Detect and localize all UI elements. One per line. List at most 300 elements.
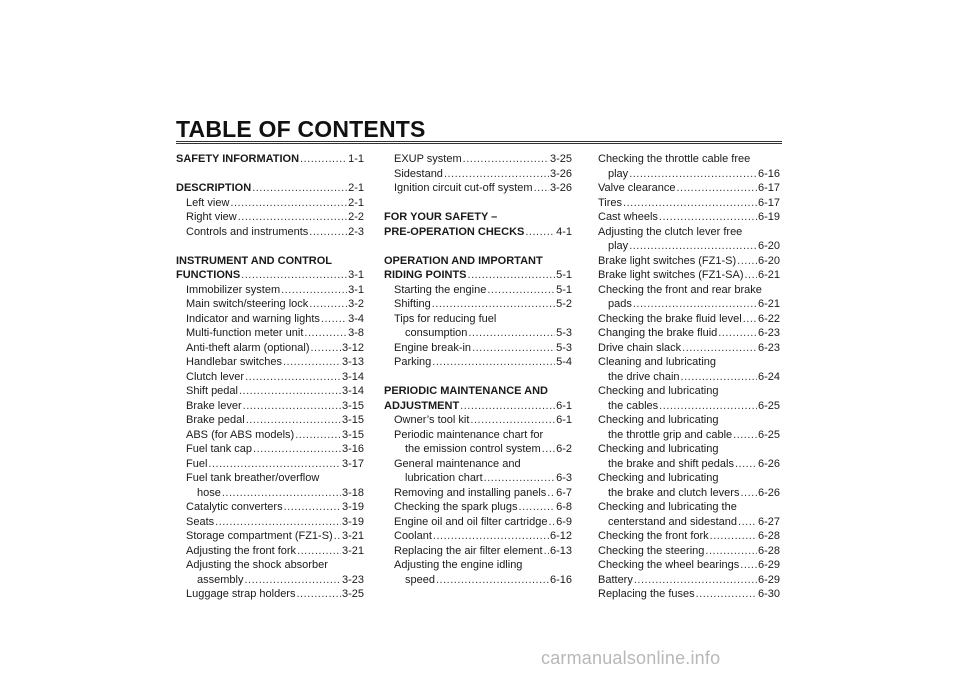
toc-entry-title: Valve clearance <box>598 182 676 194</box>
toc-entry[interactable] <box>598 486 780 501</box>
toc-entry-title: the brake and shift pedals <box>608 457 734 470</box>
toc-entry-title: ABS (for ABS models) <box>186 428 295 441</box>
toc-page-number: 3-25 <box>341 588 364 600</box>
toc-page-number: 3-21 <box>341 544 364 557</box>
toc-entry-line: Checking and lubricating <box>598 472 719 484</box>
toc-page-number: 2-1 <box>348 182 364 194</box>
toc-entry[interactable] <box>176 428 364 443</box>
toc-entry-title: Battery <box>598 573 633 586</box>
toc-dot-leader <box>740 558 757 573</box>
toc-entry[interactable] <box>384 341 572 356</box>
toc-page-number: 3-15 <box>341 414 364 426</box>
toc-entry-title: Seats <box>186 515 215 528</box>
toc-page-number: 2-1 <box>348 196 364 209</box>
toc-section-entry[interactable] <box>176 268 364 283</box>
toc-page-number: 3-13 <box>341 356 364 368</box>
toc-dot-leader <box>743 312 757 327</box>
toc-entry-line: Periodic maintenance chart for <box>394 428 544 441</box>
toc-page-number: 5-4 <box>556 356 572 368</box>
toc-dot-leader <box>629 167 757 182</box>
toc-entry-title: hose <box>197 486 221 499</box>
toc-entry[interactable] <box>176 529 364 544</box>
toc-entry[interactable] <box>176 384 364 399</box>
toc-page-number: 3-8 <box>348 327 364 339</box>
toc-entry-line: Tips for reducing fuel <box>394 312 497 325</box>
toc-entry-line: Checking and lubricating <box>598 443 719 455</box>
toc-page-number: 5-3 <box>556 327 572 339</box>
toc-dot-leader <box>519 500 556 515</box>
toc-entry-line: Adjusting the engine idling <box>394 559 523 571</box>
toc-page-number: 6-24 <box>757 370 780 383</box>
toc-page-number: 3-2 <box>348 298 364 310</box>
toc-page-number: 6-21 <box>757 269 780 281</box>
toc-entry[interactable] <box>176 326 364 341</box>
toc-page-number: 3-15 <box>341 428 364 441</box>
toc-dot-leader <box>230 196 347 211</box>
toc-dot-leader <box>304 326 347 341</box>
toc-page-number: 3-18 <box>341 486 364 499</box>
toc-page-number: 6-22 <box>757 312 780 325</box>
toc-spacer <box>176 167 364 182</box>
toc-dot-leader <box>208 457 341 472</box>
toc-dot-leader <box>468 326 555 341</box>
toc-page-number: 6-17 <box>757 182 780 194</box>
toc-entry[interactable] <box>176 515 364 530</box>
toc-dot-leader <box>629 239 757 254</box>
toc-page-number: 6-26 <box>757 486 780 499</box>
toc-page-number: 6-19 <box>757 211 780 223</box>
toc-entry-title: Left view <box>186 196 230 209</box>
toc-dot-leader <box>468 268 556 283</box>
toc-spacer <box>384 196 572 211</box>
toc-entry-title: Checking the steering <box>598 544 705 557</box>
toc-entry-title: Indicator and warning lights <box>186 312 320 325</box>
toc-page-number: 6-29 <box>757 573 780 586</box>
toc-entry[interactable] <box>384 471 572 486</box>
toc-dot-leader <box>744 268 756 283</box>
toc-page-number: 6-23 <box>757 341 780 354</box>
toc-dot-leader <box>472 341 555 356</box>
toc-dot-leader <box>681 370 757 385</box>
toc-entry[interactable] <box>598 529 780 544</box>
toc-entry-title: Brake lever <box>186 399 242 412</box>
toc-dot-leader <box>432 297 555 312</box>
toc-section-entry[interactable] <box>384 225 572 240</box>
toc-dot-leader <box>311 341 341 356</box>
toc-entry-title: Removing and installing panels <box>394 486 547 499</box>
toc-entry-title: Catalytic converters <box>186 501 283 513</box>
toc-entry-title: PRE-OPERATION CHECKS <box>384 225 525 238</box>
toc-entry[interactable] <box>598 196 780 211</box>
toc-entry-line: Checking and lubricating <box>598 414 719 426</box>
toc-dot-leader <box>444 167 549 182</box>
toc-entry-title: Cast wheels <box>598 211 658 223</box>
toc-dot-leader <box>281 283 347 298</box>
toc-page-number: 6-7 <box>556 486 572 499</box>
toc-entry[interactable] <box>384 413 572 428</box>
toc-section-heading-line: FOR YOUR SAFETY – <box>384 211 498 223</box>
toc-entry[interactable] <box>598 370 780 385</box>
toc-dot-leader <box>534 181 549 196</box>
toc-page-number: 6-20 <box>757 254 780 267</box>
toc-dot-leader <box>710 529 757 544</box>
toc-dot-leader <box>487 283 555 298</box>
toc-page-number: 6-28 <box>757 530 780 542</box>
toc-entry[interactable] <box>598 558 780 573</box>
toc-entry-title: Replacing the air filter element <box>394 544 543 557</box>
toc-page-number: 6-20 <box>757 240 780 252</box>
toc-entry-title: lubrication chart <box>405 472 483 484</box>
toc-entry[interactable] <box>176 225 364 240</box>
toc-dot-leader <box>634 573 757 588</box>
toc-spacer <box>176 239 364 254</box>
toc-entry-title: Brake light switches (FZ1-S) <box>598 254 737 267</box>
toc-dot-leader <box>659 399 757 414</box>
toc-entry[interactable] <box>598 181 780 196</box>
toc-entry-title: the cables <box>608 399 659 412</box>
toc-dot-leader <box>705 544 757 559</box>
toc-page-number: 5-1 <box>556 283 572 296</box>
toc-dot-leader <box>659 210 757 225</box>
watermark-text: carmanualsonline.info <box>541 648 721 668</box>
toc-entry-line: Adjusting the clutch lever free <box>598 225 743 238</box>
toc-spacer <box>384 239 572 254</box>
toc-entry-title: Changing the brake fluid <box>598 327 718 339</box>
toc-dot-leader <box>244 573 341 588</box>
toc-dot-leader <box>296 587 341 602</box>
toc-entry[interactable] <box>598 210 780 225</box>
toc-dot-leader <box>321 312 347 327</box>
toc-entry-title: Storage compartment (FZ1-S) <box>186 530 333 542</box>
toc-section-entry[interactable] <box>176 181 364 196</box>
toc-dot-leader <box>283 355 341 370</box>
toc-entry-line: Checking and lubricating the <box>598 501 737 513</box>
toc-page-number: 5-1 <box>556 269 572 281</box>
title-rule <box>176 141 782 144</box>
toc-dot-leader <box>433 529 549 544</box>
toc-entry-title: Engine break-in <box>394 341 472 354</box>
toc-dot-leader <box>484 471 555 486</box>
toc-entry[interactable] <box>598 544 780 559</box>
toc-entry[interactable] <box>176 210 364 225</box>
toc-entry-title: Coolant <box>394 530 432 542</box>
toc-entry[interactable] <box>176 457 364 472</box>
toc-entry[interactable] <box>384 515 572 530</box>
toc-page-number: 3-21 <box>341 530 364 542</box>
toc-dot-leader <box>245 370 341 385</box>
toc-page-number: 6-29 <box>757 559 780 571</box>
toc-page-number: 6-17 <box>757 196 780 209</box>
toc-dot-leader <box>633 297 757 312</box>
toc-page-number: 6-13 <box>549 544 572 557</box>
toc-entry-title: assembly <box>197 573 244 586</box>
toc-page-number: 3-14 <box>341 370 364 383</box>
toc-section-heading-line: INSTRUMENT AND CONTROL <box>176 254 333 267</box>
toc-entry-title: Adjusting the front fork <box>186 544 297 557</box>
toc-entry[interactable] <box>176 442 364 457</box>
toc-dot-leader <box>309 297 347 312</box>
toc-page-number: 3-15 <box>341 399 364 412</box>
toc-entry[interactable] <box>176 355 364 370</box>
toc-dot-leader <box>737 254 757 269</box>
toc-entry[interactable] <box>598 167 780 182</box>
toc-entry[interactable] <box>176 486 364 501</box>
toc-entry-title: DESCRIPTION <box>176 182 252 194</box>
toc-entry-title: Shift pedal <box>186 385 238 397</box>
toc-dot-leader <box>544 544 549 559</box>
toc-entry[interactable] <box>384 573 572 588</box>
toc-entry[interactable] <box>384 181 572 196</box>
toc-page-number: 6-21 <box>757 298 780 310</box>
toc-page-number: 4-1 <box>556 225 572 238</box>
toc-entry[interactable] <box>176 297 364 312</box>
toc-page-number: 6-12 <box>549 530 572 542</box>
toc-page-number: 6-27 <box>757 515 780 528</box>
toc-dot-leader <box>548 515 555 530</box>
toc-entry-title: EXUP system <box>394 153 462 165</box>
toc-entry-title: Right view <box>186 211 237 223</box>
toc-dot-leader <box>460 399 555 414</box>
toc-entry-line: General maintenance and <box>394 457 521 470</box>
toc-entry-title: Starting the engine <box>394 283 487 296</box>
toc-entry[interactable] <box>384 442 572 457</box>
toc-dot-leader <box>740 486 757 501</box>
toc-entry-title: SAFETY INFORMATION <box>176 153 300 165</box>
toc-entry-title: the emission control system <box>405 443 541 455</box>
toc-entry[interactable] <box>384 326 572 341</box>
toc-entry-title: Shifting <box>394 298 431 310</box>
toc-entry[interactable] <box>598 399 780 414</box>
toc-entry-line: Cleaning and lubricating <box>598 356 717 368</box>
toc-dot-leader <box>238 210 347 225</box>
toc-entry[interactable] <box>176 341 364 356</box>
toc-dot-leader <box>436 573 549 588</box>
toc-dot-leader <box>253 442 341 457</box>
toc-entry-line: Checking the throttle cable free <box>598 153 751 165</box>
toc-spacer <box>384 370 572 385</box>
toc-dot-leader <box>432 355 555 370</box>
toc-entry-line: Checking and lubricating <box>598 385 719 397</box>
toc-page-number: 3-23 <box>341 573 364 586</box>
toc-dot-leader <box>718 326 757 341</box>
toc-section-entry[interactable] <box>384 399 572 414</box>
toc-entry-title: Tires <box>598 196 623 209</box>
toc-entry-title: Sidestand <box>394 167 443 180</box>
page-title: TABLE OF CONTENTS <box>176 116 426 142</box>
toc-entry[interactable] <box>384 500 572 515</box>
toc-page-number: 2-2 <box>348 211 364 223</box>
toc-entry[interactable] <box>176 283 364 298</box>
toc-page-number: 3-19 <box>341 515 364 528</box>
toc-dot-leader <box>246 413 341 428</box>
toc-dot-leader <box>542 442 555 457</box>
toc-entry-title: centerstand and sidestand <box>608 515 738 528</box>
toc-entry[interactable] <box>384 529 572 544</box>
toc-page-number: 3-16 <box>341 443 364 455</box>
toc-page-number: 3-19 <box>341 501 364 513</box>
toc-section-entry[interactable] <box>384 268 572 283</box>
toc-entry-title: Engine oil and oil filter cartridge <box>394 515 548 528</box>
toc-entry[interactable] <box>384 152 572 167</box>
toc-entry[interactable] <box>598 239 780 254</box>
toc-section-heading-line: OPERATION AND IMPORTANT <box>384 254 543 267</box>
toc-page-number: 3-17 <box>341 457 364 470</box>
toc-column-3 <box>598 152 780 602</box>
toc-entry[interactable] <box>176 413 364 428</box>
toc-page-number: 6-26 <box>757 457 780 470</box>
toc-entry-title: FUNCTIONS <box>176 269 241 281</box>
toc-dot-leader <box>309 225 347 240</box>
toc-entry[interactable] <box>598 254 780 269</box>
toc-page-number: 5-2 <box>556 298 572 310</box>
toc-entry-title: RIDING POINTS <box>384 269 467 281</box>
toc-dot-leader <box>623 196 757 211</box>
toc-page-number: 6-3 <box>556 472 572 484</box>
toc-entry[interactable] <box>598 573 780 588</box>
toc-entry-line: Checking the front and rear brake <box>598 283 762 296</box>
toc-entry-title: consumption <box>405 327 468 339</box>
toc-dot-leader <box>676 181 757 196</box>
toc-entry-title: Controls and instruments <box>186 225 309 238</box>
toc-entry-title: ADJUSTMENT <box>384 399 460 412</box>
toc-dot-leader <box>470 413 555 428</box>
toc-entry-title: Multi-function meter unit <box>186 327 304 339</box>
toc-dot-leader <box>243 399 341 414</box>
toc-entry-title: Checking the front fork <box>598 530 709 542</box>
toc-page-number: 6-16 <box>757 167 780 180</box>
toc-entry[interactable] <box>384 355 572 370</box>
toc-dot-leader <box>239 384 341 399</box>
toc-dot-leader <box>682 341 757 356</box>
toc-page-number: 6-8 <box>556 501 572 513</box>
toc-dot-leader <box>738 515 757 530</box>
toc-entry-title: Drive chain slack <box>598 341 682 354</box>
toc-entry-title: the brake and clutch levers <box>608 486 740 499</box>
toc-page-number: 6-2 <box>556 443 572 455</box>
toc-dot-leader <box>547 486 555 501</box>
toc-page-number: 6-23 <box>757 327 780 339</box>
toc-entry-title: Replacing the fuses <box>598 588 695 600</box>
toc-entry-title: pads <box>608 298 632 310</box>
toc-entry-title: speed <box>405 573 435 586</box>
toc-dot-leader <box>284 500 341 515</box>
toc-column-1 <box>176 152 364 602</box>
toc-page-number: 3-1 <box>348 269 364 281</box>
toc-entry[interactable] <box>598 457 780 472</box>
toc-entry-title: play <box>608 240 629 252</box>
toc-entry[interactable] <box>598 326 780 341</box>
toc-dot-leader <box>696 587 757 602</box>
toc-entry[interactable] <box>598 341 780 356</box>
toc-dot-leader <box>215 515 341 530</box>
toc-page-number: 3-12 <box>341 341 364 354</box>
toc-page-number: 6-16 <box>549 573 572 586</box>
toc-entry[interactable] <box>176 399 364 414</box>
toc-dot-leader <box>463 152 549 167</box>
toc-dot-leader <box>295 428 341 443</box>
toc-entry[interactable] <box>598 268 780 283</box>
toc-dot-leader <box>297 544 341 559</box>
toc-page-number: 6-25 <box>757 428 780 441</box>
toc-page-number: 3-4 <box>348 312 364 325</box>
toc-page-number: 6-30 <box>757 588 780 600</box>
toc-column-2 <box>384 152 572 587</box>
toc-entry[interactable] <box>176 312 364 327</box>
toc-entry-title: Brake light switches (FZ1-SA) <box>598 269 744 281</box>
toc-page-number: 6-25 <box>757 399 780 412</box>
toc-entry[interactable] <box>384 544 572 559</box>
toc-entry[interactable] <box>176 573 364 588</box>
toc-page-number: 6-1 <box>556 399 572 412</box>
toc-entry[interactable] <box>176 587 364 602</box>
toc-entry[interactable] <box>598 515 780 530</box>
toc-page-number: 3-25 <box>549 153 572 165</box>
toc-entry-line: Adjusting the shock absorber <box>186 559 328 571</box>
toc-entry[interactable] <box>384 167 572 182</box>
toc-dot-leader <box>241 268 347 283</box>
toc-section-heading-line: PERIODIC MAINTENANCE AND <box>384 385 548 397</box>
toc-entry-title: Fuel <box>186 457 208 470</box>
toc-entry-title: Checking the wheel bearings <box>598 559 740 571</box>
toc-entry-line: Fuel tank breather/overflow <box>186 472 320 484</box>
toc-entry[interactable] <box>176 500 364 515</box>
toc-entry-title: Immobilizer system <box>186 283 281 296</box>
toc-entry-title: Luggage strap holders <box>186 588 296 600</box>
toc-dot-leader <box>252 181 347 196</box>
toc-entry-title: play <box>608 167 629 180</box>
toc-entry-title: Parking <box>394 356 432 368</box>
toc-dot-leader <box>334 529 341 544</box>
toc-page-number: 6-28 <box>757 544 780 557</box>
toc-page-number: 5-3 <box>556 341 572 354</box>
toc-page-number: 3-14 <box>341 385 364 397</box>
toc-entry-title: Handlebar switches <box>186 356 282 368</box>
toc-section-entry[interactable] <box>176 152 364 167</box>
toc-entry[interactable] <box>384 486 572 501</box>
toc-entry[interactable] <box>598 428 780 443</box>
toc-page-number: 3-1 <box>348 283 364 296</box>
toc-entry[interactable] <box>176 544 364 559</box>
toc-entry-title: Anti-theft alarm (optional) <box>186 341 310 354</box>
toc-page-number: 6-9 <box>556 515 572 528</box>
toc-entry-title: Ignition circuit cut-off system <box>394 182 533 194</box>
toc-dot-leader <box>222 486 341 501</box>
toc-page-number: 3-26 <box>549 167 572 180</box>
toc-page-number: 3-26 <box>549 182 572 194</box>
toc-entry[interactable] <box>176 370 364 385</box>
toc-entry-title: Owner’s tool kit <box>394 414 470 426</box>
toc-entry[interactable] <box>384 283 572 298</box>
toc-page-number: 2-3 <box>348 225 364 238</box>
toc-entry[interactable] <box>598 587 780 602</box>
toc-dot-leader <box>525 225 555 240</box>
toc-page-number: 1-1 <box>348 153 364 165</box>
toc-entry[interactable] <box>598 312 780 327</box>
toc-entry-title: Fuel tank cap <box>186 443 253 455</box>
toc-dot-leader <box>300 152 347 167</box>
toc-entry[interactable] <box>176 196 364 211</box>
toc-page-number: 6-1 <box>556 414 572 426</box>
toc-entry-title: Clutch lever <box>186 370 245 383</box>
toc-entry[interactable] <box>598 297 780 312</box>
toc-entry-title: Checking the brake fluid level <box>598 312 742 325</box>
toc-entry-title: the throttle grip and cable <box>608 428 733 441</box>
toc-dot-leader <box>733 428 757 443</box>
toc-dot-leader <box>735 457 757 472</box>
toc-entry-title: Checking the spark plugs <box>394 501 518 513</box>
toc-entry[interactable] <box>384 297 572 312</box>
toc-entry-title: the drive chain <box>608 370 680 383</box>
